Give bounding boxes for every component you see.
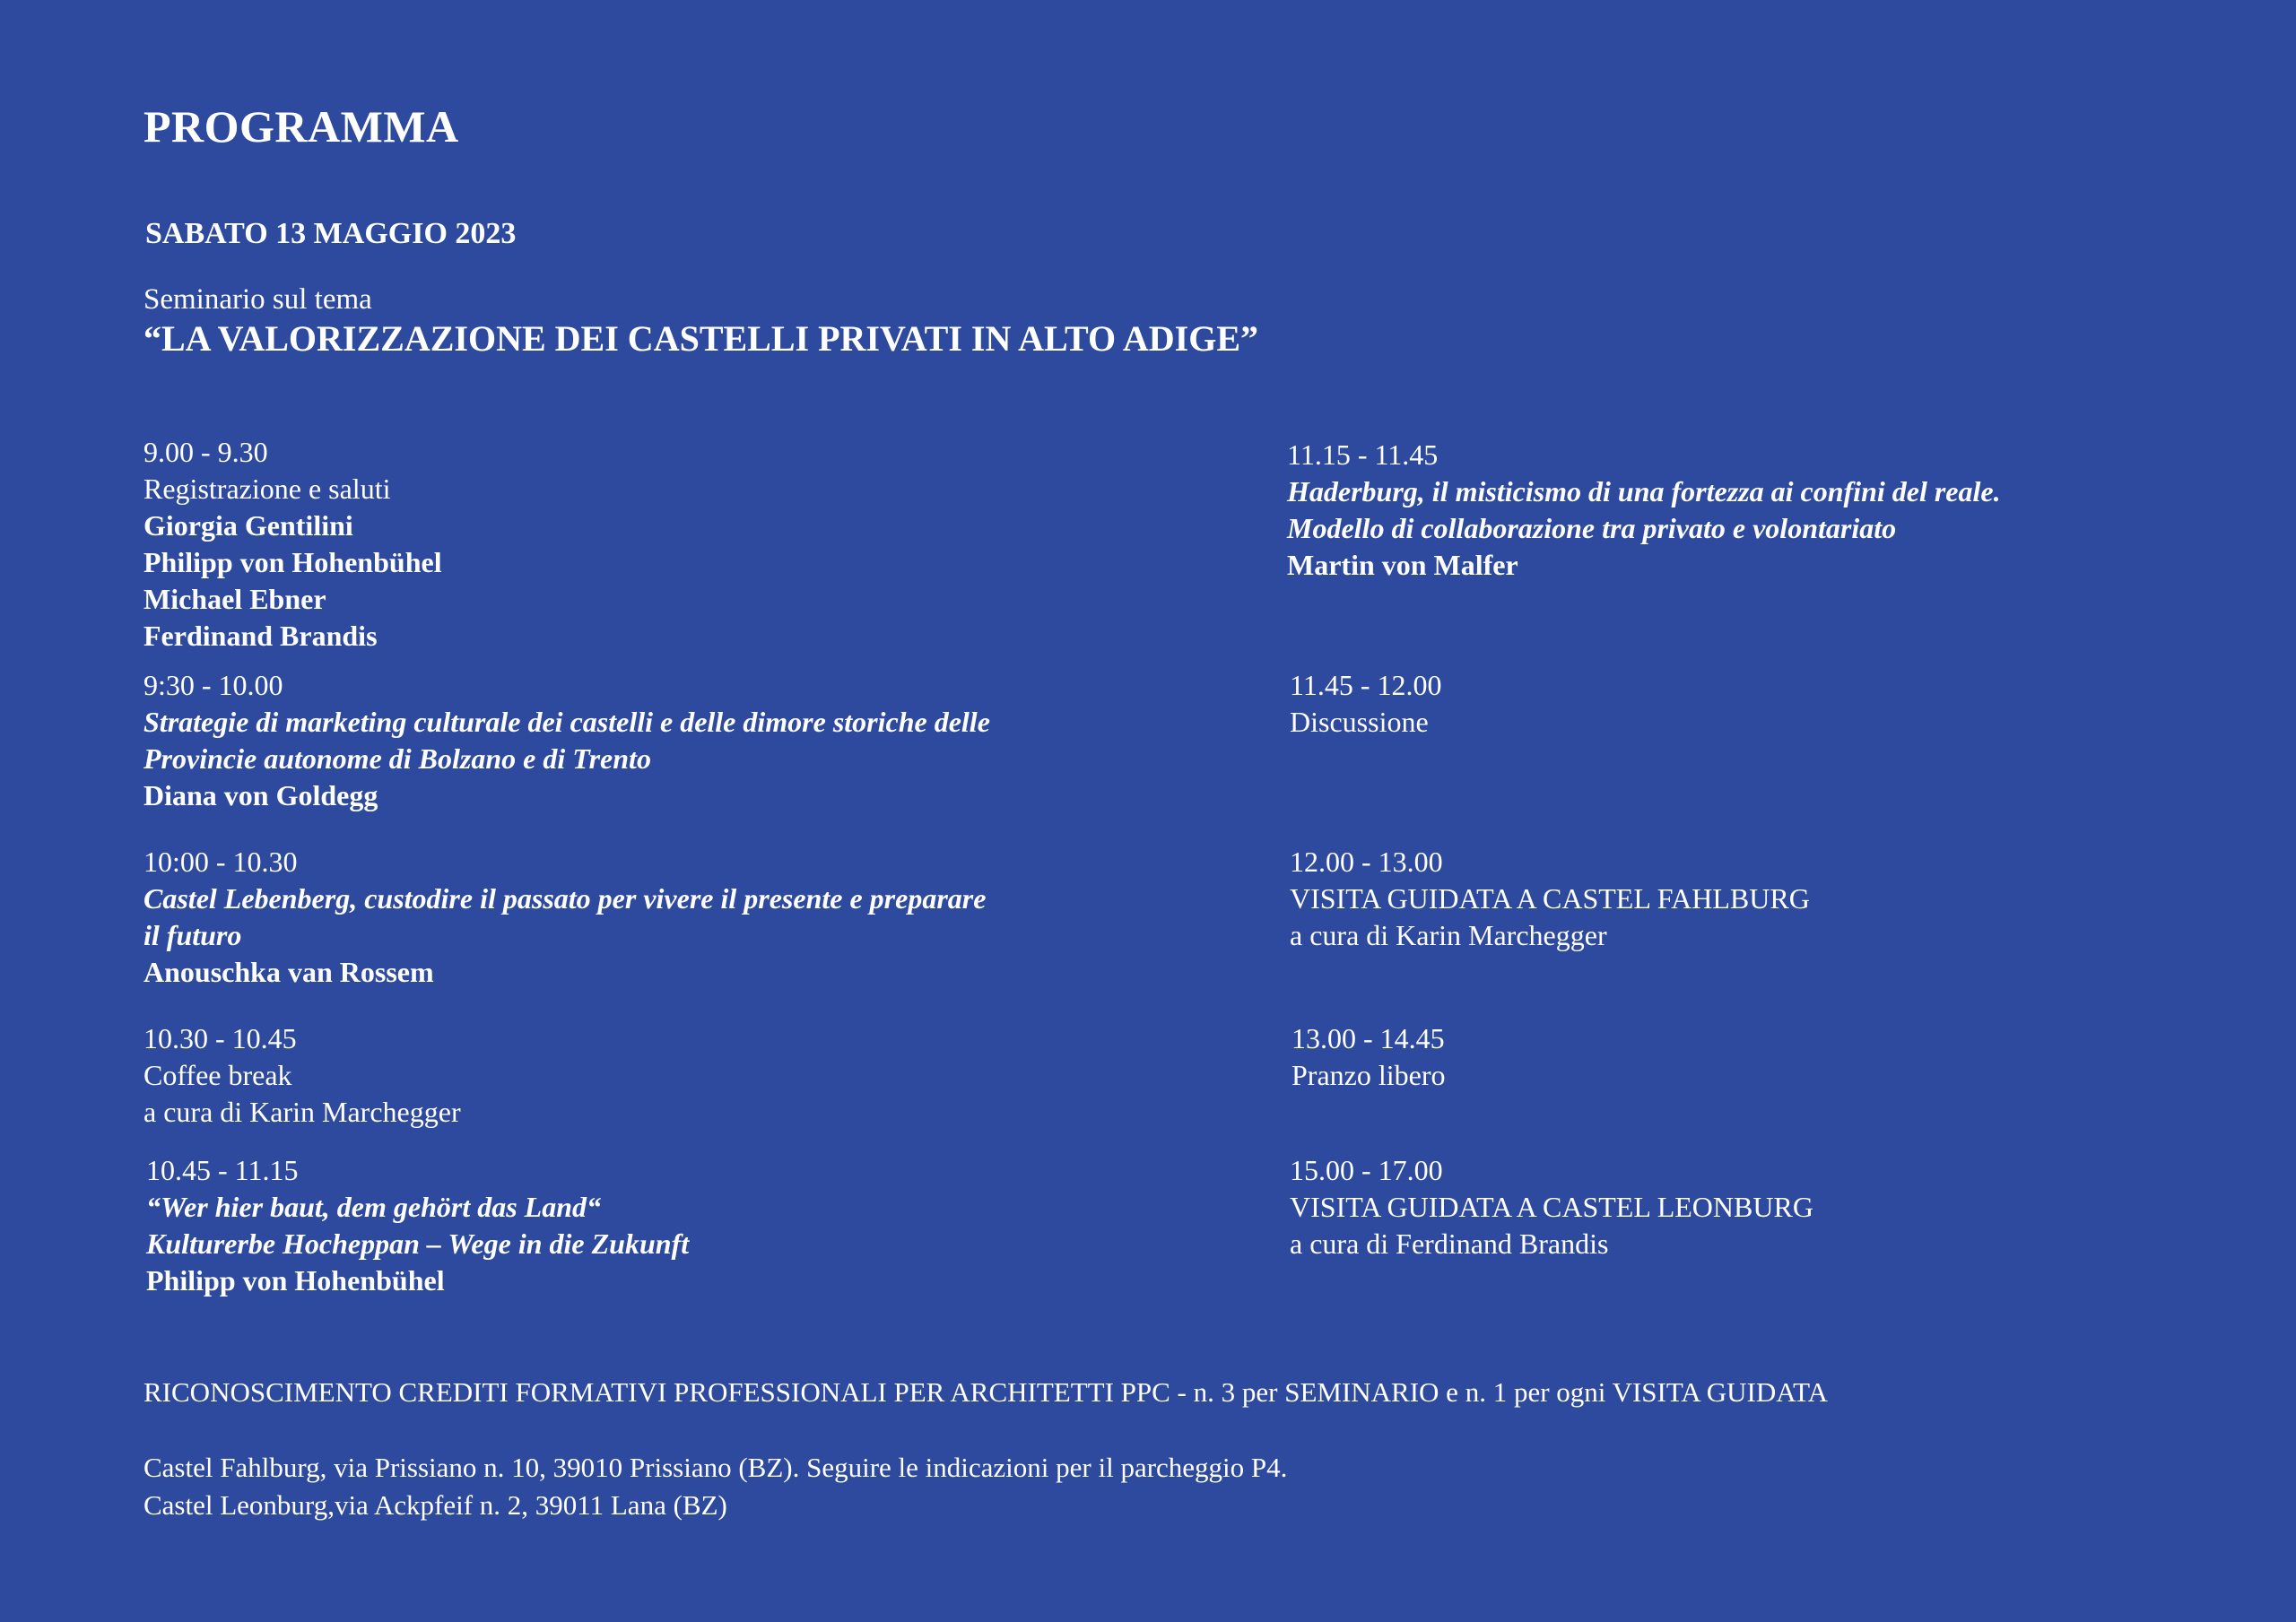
slot-talk-title: Castel Lebenberg, custodire il passato per vivere il presente e preparare <box>144 882 987 915</box>
event-date: SABATO 13 MAGGIO 2023 <box>145 217 517 250</box>
slot-time: 12.00 - 13.00 <box>1290 846 1443 878</box>
credits-note: RICONOSCIMENTO CREDITI FORMATIVI PROFESSIONALI PER ARCHITETTI PPC - n. 3 per SEMINARIO e n. 1 per ogni VISITA GUIDATA <box>144 1376 1829 1408</box>
slot-talk-title: Modello di collaborazione tra privato e volontariato <box>1287 512 1897 544</box>
schedule-slot-right-5 <box>1290 1152 1813 1262</box>
slot-talk-title: Provincie autonome di Bolzano e di Trento <box>144 742 651 775</box>
slot-time: 11.45 - 12.00 <box>1290 669 1442 701</box>
schedule-slot-right-2 <box>1290 667 1441 741</box>
slot-talk-title: Kulturerbe Hocheppan – Wege in die Zukunft <box>146 1227 690 1260</box>
slot-speaker: Ferdinand Brandis <box>144 620 378 652</box>
slot-activity: Registrazione e saluti <box>144 473 391 505</box>
slot-talk-title: Haderburg, il misticismo di una fortezza ai confini del reale. <box>1287 475 2001 507</box>
schedule-slot-left-3 <box>144 844 986 991</box>
page-title: PROGRAMMA <box>144 101 459 152</box>
slot-talk-title: il futuro <box>144 919 242 951</box>
schedule-slot-left-1 <box>144 434 442 655</box>
slot-time: 13.00 - 14.45 <box>1292 1022 1445 1054</box>
slot-time: 11.15 - 11.45 <box>1287 438 1439 471</box>
slot-activity: VISITA GUIDATA A CASTEL LEONBURG <box>1290 1191 1813 1223</box>
slot-time: 10.45 - 11.15 <box>146 1154 299 1186</box>
schedule-slot-right-3 <box>1290 844 1810 954</box>
slot-activity: Discussione <box>1290 706 1429 738</box>
address-fahlburg: Castel Fahlburg, via Prissiano n. 10, 39010 Prissiano (BZ). Seguire le indicazioni per il parcheggio P4. <box>144 1452 1288 1483</box>
seminar-title: “LA VALORIZZAZIONE DEI CASTELLI PRIVATI IN ALTO ADIGE” <box>144 318 1259 359</box>
schedule-slot-right-1 <box>1287 437 2001 584</box>
slot-time: 15.00 - 17.00 <box>1290 1154 1443 1186</box>
slot-speaker: Giorgia Gentilini <box>144 509 353 542</box>
slot-note: a cura di Karin Marchegger <box>1290 919 1607 951</box>
schedule-slot-right-4 <box>1292 1020 1446 1094</box>
slot-speaker: Philipp von Hohenbühel <box>146 1264 445 1297</box>
slot-speaker: Diana von Goldegg <box>144 779 378 811</box>
slot-talk-title: Strategie di marketing culturale dei castelli e delle dimore storiche delle <box>144 706 990 738</box>
slot-activity: Coffee break <box>144 1059 292 1091</box>
schedule-slot-left-2 <box>144 667 990 814</box>
address-leonburg: Castel Leonburg,via Ackpfeif n. 2, 39011 Lana (BZ) <box>144 1489 727 1521</box>
seminar-intro: Seminario sul tema <box>144 283 372 316</box>
slot-time: 9.00 - 9.30 <box>144 436 268 468</box>
slot-time: 9:30 - 10.00 <box>144 669 283 701</box>
slot-time: 10.30 - 10.45 <box>144 1022 297 1054</box>
slot-time: 10:00 - 10.30 <box>144 846 298 878</box>
schedule-slot-left-5 <box>146 1152 689 1299</box>
slot-speaker: Philipp von Hohenbühel <box>144 546 442 578</box>
slot-note: a cura di Ferdinand Brandis <box>1290 1227 1609 1260</box>
slot-speaker: Anouschka van Rossem <box>144 956 434 988</box>
slot-note: a cura di Karin Marchegger <box>144 1096 461 1128</box>
slot-activity: Pranzo libero <box>1292 1059 1446 1091</box>
slot-talk-title: “Wer hier baut, dem gehört das Land“ <box>146 1191 601 1223</box>
slot-activity: VISITA GUIDATA A CASTEL FAHLBURG <box>1290 882 1810 915</box>
slot-speaker: Martin von Malfer <box>1287 549 1518 581</box>
schedule-slot-left-4 <box>144 1020 461 1131</box>
slot-speaker: Michael Ebner <box>144 583 326 615</box>
